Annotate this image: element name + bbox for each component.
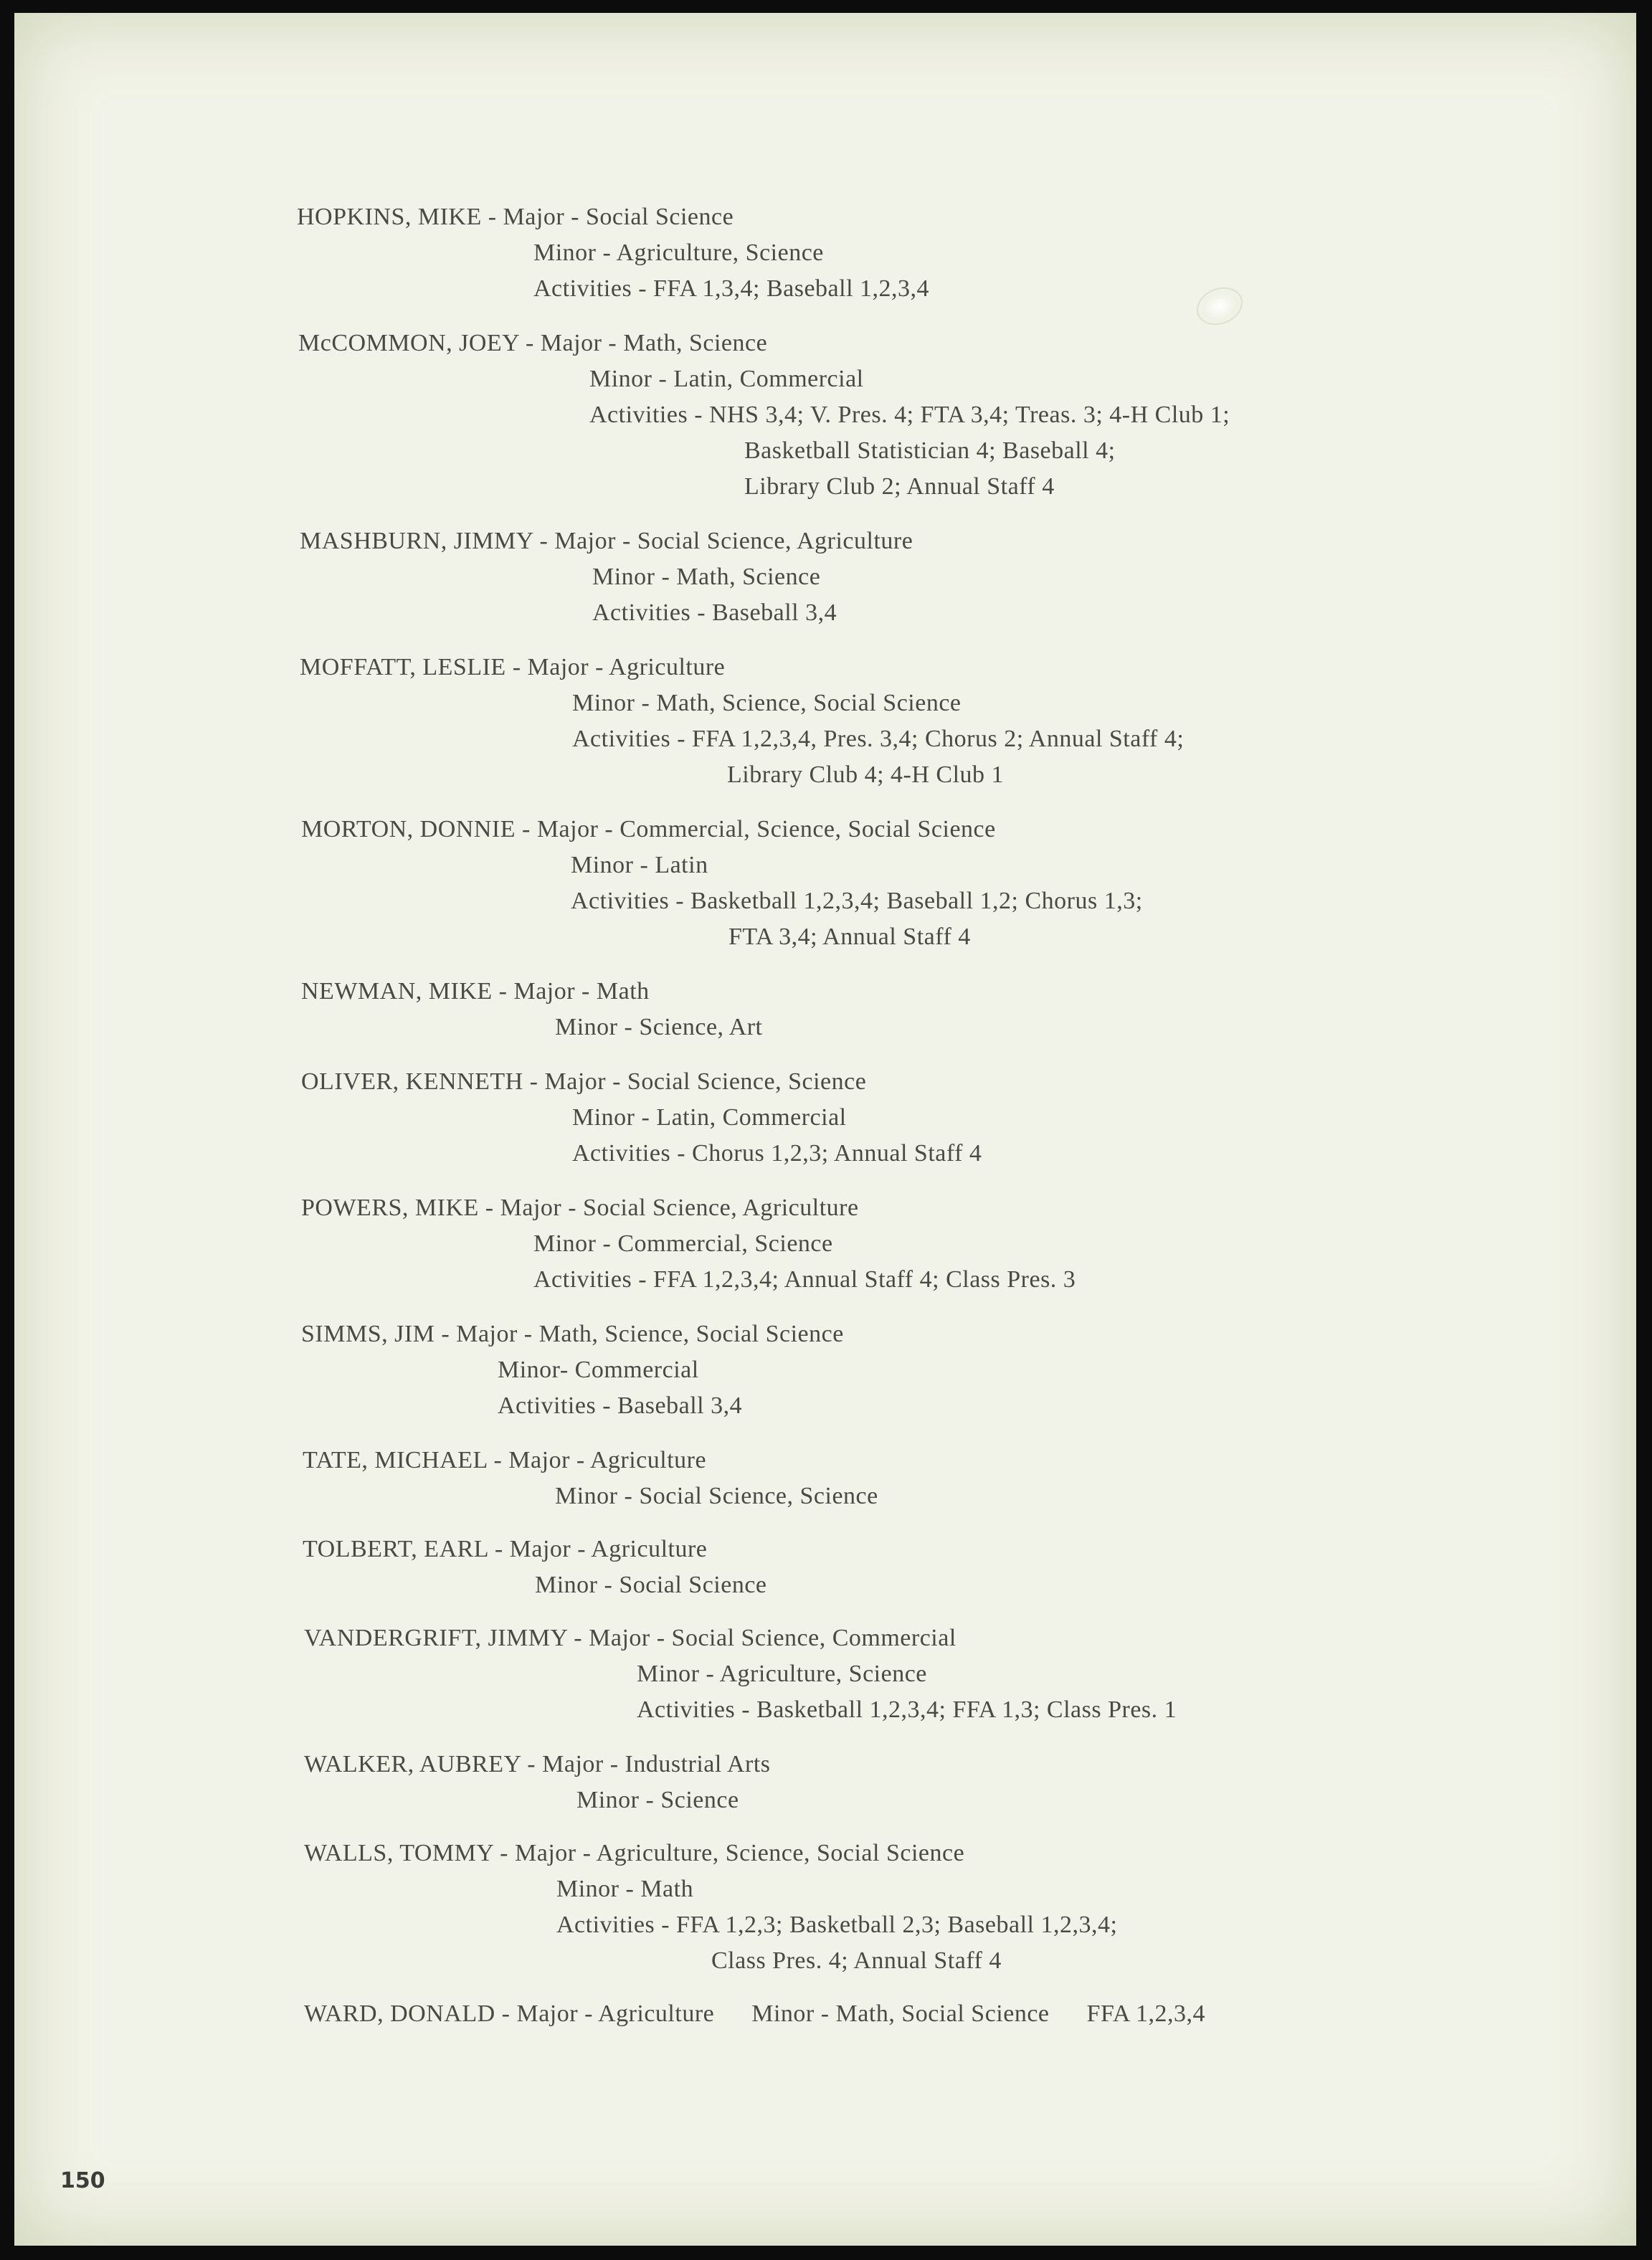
student-name: MASHBURN, JIMMY xyxy=(300,528,533,554)
activities-line xyxy=(300,757,1519,793)
minor-text: Minor - Math, Social Science xyxy=(751,2000,1050,2027)
activities-line xyxy=(304,1692,1451,1728)
major-text: - Major - Social Science, Commercial xyxy=(567,1625,956,1651)
student-name: TATE, MICHAEL xyxy=(303,1447,488,1473)
major-line xyxy=(303,1532,1163,1567)
minor-text: Minor - Math, Science xyxy=(592,564,821,590)
minor-text: Minor - Latin, Commercial xyxy=(572,1104,847,1131)
activities-text: Activities - NHS 3,4; V. Pres. 4; FTA 3,4; Treas. 3; 4-H Club 1; xyxy=(589,402,1230,428)
student-entry-ward xyxy=(304,1996,1559,2032)
major-line xyxy=(304,1747,1164,1782)
yearbook-page xyxy=(14,13,1636,2246)
activities-line xyxy=(301,919,1520,955)
student-name: MORTON, DONNIE xyxy=(301,816,516,842)
major-text: - Major - Social Science, Agriculture xyxy=(533,528,913,554)
major-line xyxy=(301,1190,1377,1226)
student-entry-powers xyxy=(301,1190,1377,1298)
activities-text: Activities - Basketball 1,2,3,4; Baseball 1,2; Chorus 1,3; xyxy=(571,888,1143,914)
major-line xyxy=(300,650,1519,685)
major-text: - Major - Commercial, Science, Social Science xyxy=(516,816,996,842)
student-entry-hopkins xyxy=(297,199,1229,307)
student-name: POWERS, MIKE xyxy=(301,1195,479,1221)
student-name: McCOMMON, JOEY xyxy=(298,330,519,356)
student-name: HOPKINS, MIKE xyxy=(297,204,482,230)
major-line xyxy=(301,1064,1305,1100)
minor-line xyxy=(303,1478,1163,1514)
minor-line xyxy=(301,1352,1305,1388)
minor-text: Minor - Math xyxy=(556,1876,694,1902)
major-line xyxy=(303,1443,1163,1478)
minor-line xyxy=(300,559,1304,595)
student-entry-oliver xyxy=(301,1064,1305,1172)
major-text: - Major - Agriculture xyxy=(495,2000,715,2027)
minor-line xyxy=(301,848,1520,883)
major-text: - Major - Agriculture xyxy=(488,1536,708,1562)
activities-text: Library Club 4; 4-H Club 1 xyxy=(727,761,1005,788)
major-line xyxy=(301,1316,1305,1352)
major-text: - Major - Agriculture xyxy=(505,654,726,680)
minor-line xyxy=(298,361,1517,397)
activities-text: Activities - FFA 1,2,3,4, Pres. 3,4; Chorus 2; Annual Staff 4; xyxy=(572,726,1185,752)
minor-line xyxy=(304,1782,1164,1818)
student-name: MOFFATT, LESLIE xyxy=(300,654,506,680)
major-text: - Major - Industrial Arts xyxy=(521,1751,771,1777)
major-text: - Major - Agriculture xyxy=(487,1447,707,1473)
student-entry-morton xyxy=(301,812,1520,955)
student-name: WALKER, AUBREY xyxy=(304,1751,521,1777)
minor-text: Minor - Science, Art xyxy=(555,1014,763,1040)
major-text: - Major - Math, Science, Social Science xyxy=(435,1321,844,1347)
major-line xyxy=(300,523,1304,559)
minor-text: Minor - Agriculture, Science xyxy=(533,239,824,266)
activities-text: Activities - Baseball 3,4 xyxy=(592,599,837,626)
major-line xyxy=(297,199,1229,235)
minor-text: Minor - Math, Science, Social Science xyxy=(572,690,962,716)
student-name: WALLS, TOMMY xyxy=(304,1840,494,1866)
activities-text: Activities - Chorus 1,2,3; Annual Staff 4 xyxy=(572,1140,982,1167)
major-line xyxy=(304,1836,1451,1871)
minor-line xyxy=(303,1567,1163,1603)
activities-text: Class Pres. 4; Annual Staff 4 xyxy=(711,1947,1002,1974)
minor-line xyxy=(304,1656,1451,1692)
student-entry-walker xyxy=(304,1747,1164,1818)
major-text: - Major - Agriculture, Science, Social Science xyxy=(493,1840,965,1866)
major-line xyxy=(304,1620,1451,1656)
activities-line xyxy=(300,721,1519,757)
student-entry-tolbert xyxy=(303,1532,1163,1603)
activities-line xyxy=(297,271,1229,307)
major-text: - Major - Social Science, Agriculture xyxy=(478,1195,859,1221)
minor-text: Minor - Agriculture, Science xyxy=(637,1661,927,1687)
student-entry-newman xyxy=(301,974,1162,1045)
student-entry-vandergrift xyxy=(304,1620,1451,1728)
minor-line xyxy=(300,685,1519,721)
major-text: - Major - Social Science, Science xyxy=(523,1068,867,1095)
minor-text: Minor- Commercial xyxy=(498,1357,699,1383)
activities-line xyxy=(304,1943,1451,1979)
minor-line xyxy=(301,1100,1305,1136)
activities-line xyxy=(301,1136,1305,1172)
major-line xyxy=(298,326,1517,361)
activities-text: FFA 1,2,3,4 xyxy=(1086,2000,1206,2027)
activities-text: Activities - FFA 1,3,4; Baseball 1,2,3,4 xyxy=(533,275,930,302)
activities-text: Activities - FFA 1,2,3,4; Annual Staff 4; Class Pres. 3 xyxy=(533,1266,1076,1293)
minor-line xyxy=(297,235,1229,271)
student-name: NEWMAN, MIKE xyxy=(301,978,493,1005)
minor-line xyxy=(301,1010,1162,1045)
activities-text: Activities - Basketball 1,2,3,4; FFA 1,3; Class Pres. 1 xyxy=(637,1696,1177,1723)
activities-text: Activities - Baseball 3,4 xyxy=(498,1392,743,1419)
student-name: SIMMS, JIM xyxy=(301,1321,435,1347)
student-entry-mccommon xyxy=(298,326,1517,505)
student-entry-simms xyxy=(301,1316,1305,1424)
minor-text: Minor - Latin, Commercial xyxy=(589,366,864,392)
page-number: 150 xyxy=(60,2168,105,2193)
student-name: WARD, DONALD xyxy=(304,2000,495,2027)
activities-line xyxy=(301,1262,1377,1298)
minor-text: Minor - Social Science, Science xyxy=(555,1483,878,1509)
activities-line xyxy=(301,1388,1305,1424)
student-name: VANDERGRIFT, JIMMY xyxy=(304,1625,568,1651)
activities-text: Library Club 2; Annual Staff 4 xyxy=(744,473,1055,500)
major-line xyxy=(301,974,1162,1010)
major-line xyxy=(301,812,1520,848)
activities-line xyxy=(298,469,1517,505)
student-entry-walls xyxy=(304,1836,1451,1979)
student-entry-mashburn xyxy=(300,523,1304,631)
student-name: TOLBERT, EARL xyxy=(303,1536,488,1562)
activities-line xyxy=(301,883,1520,919)
minor-text: Minor - Social Science xyxy=(535,1572,767,1598)
activities-line xyxy=(298,433,1517,469)
activities-text: FTA 3,4; Annual Staff 4 xyxy=(728,924,971,950)
minor-text: Minor - Commercial, Science xyxy=(533,1230,833,1257)
activities-line xyxy=(298,397,1517,433)
major-text: - Major - Social Science xyxy=(481,204,734,230)
minor-line xyxy=(301,1226,1377,1262)
minor-line xyxy=(304,1871,1451,1907)
student-name: OLIVER, KENNETH xyxy=(301,1068,523,1095)
activities-line xyxy=(300,595,1304,631)
major-text: - Major - Math xyxy=(492,978,650,1005)
major-text: - Major - Math, Science xyxy=(518,330,768,356)
activities-text: Activities - FFA 1,2,3; Basketball 2,3; Baseball 1,2,3,4; xyxy=(556,1912,1118,1938)
minor-text: Minor - Science xyxy=(576,1787,739,1813)
student-entry-moffatt xyxy=(300,650,1519,793)
major-line xyxy=(304,1996,1559,2032)
activities-text: Basketball Statistician 4; Baseball 4; xyxy=(744,437,1116,464)
minor-text: Minor - Latin xyxy=(571,852,708,878)
student-entry-tate xyxy=(303,1443,1163,1514)
activities-line xyxy=(304,1907,1451,1943)
